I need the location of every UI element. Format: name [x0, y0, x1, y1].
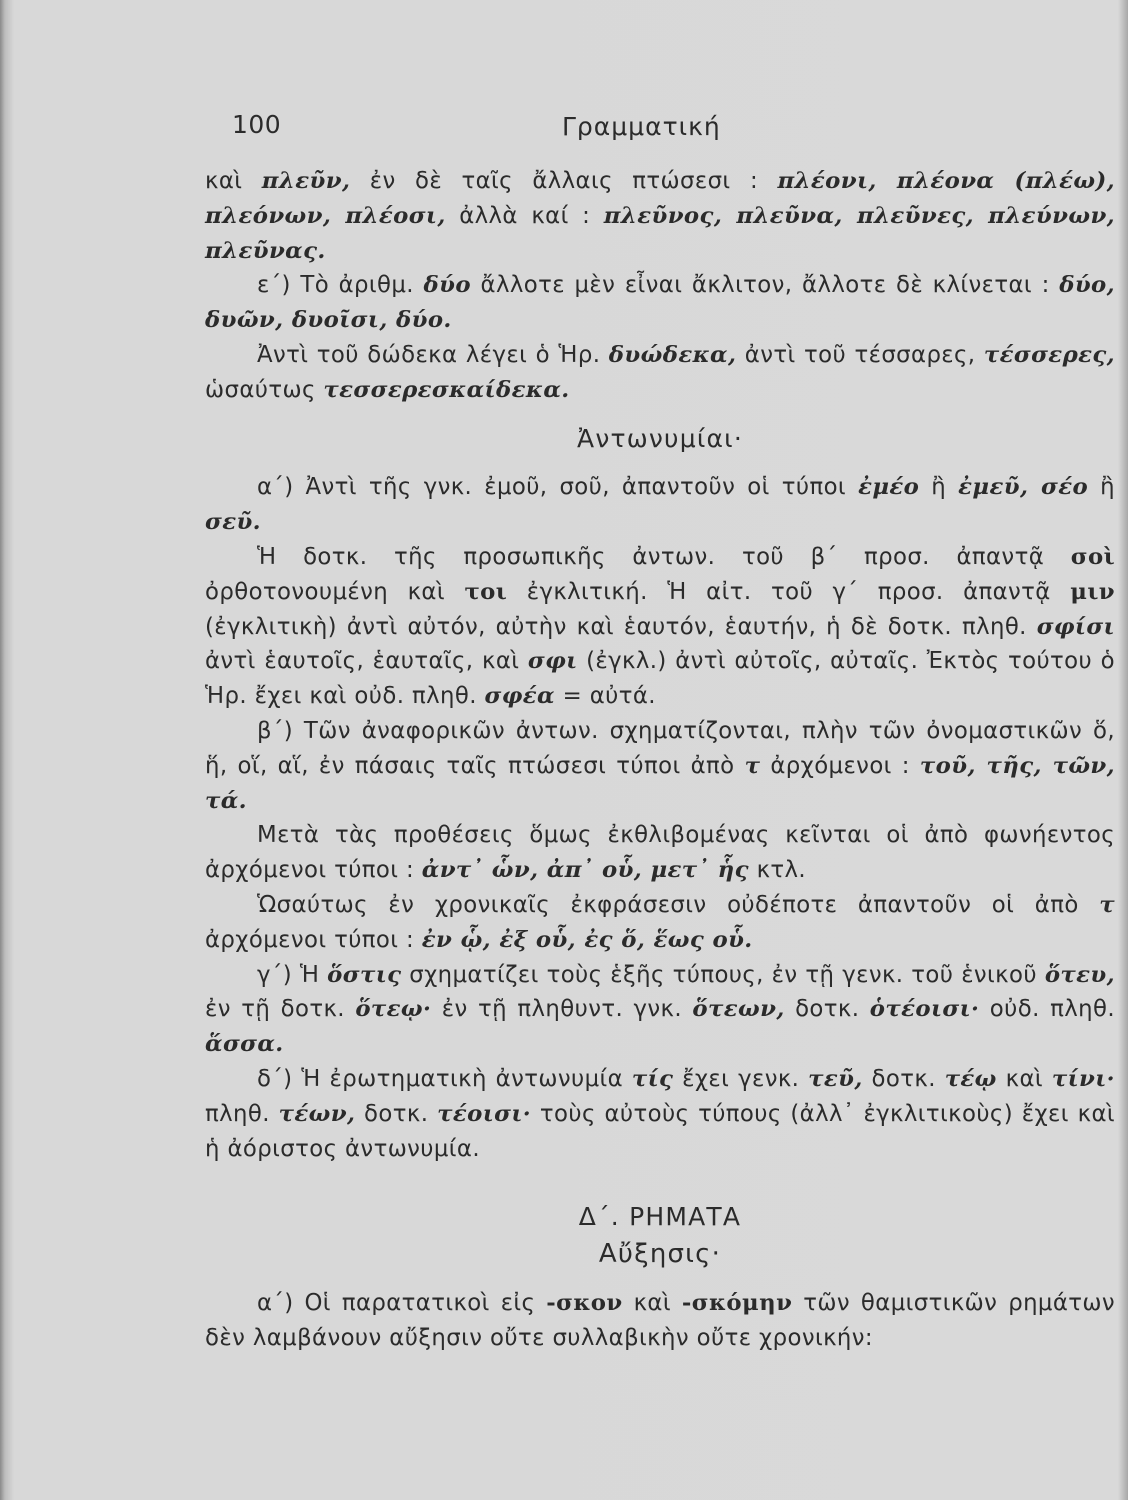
page-edge-shadow [1118, 0, 1128, 1500]
body-text [205, 164, 1115, 1356]
page-number: 100 [232, 110, 282, 139]
page-header [232, 110, 1112, 146]
paragraph: Ἡ δοτκ. τῆς προσωπικῆς ἀντων. τοῦ β΄ προσ. ἀπαντᾷ σοὶ ὀρθοτονουμένη καὶ τοι ἐγκλιτική. Ἡ αἰτ. τοῦ γ΄ προσ. ἀπαντᾷ μιν (ἐγκλιτικὴ) ἀντὶ αὐτόν, αὐτὴν καὶ ἑαυτόν, ἑαυτήν, ἡ δὲ δοτκ. πληθ. σφίσι ἀντὶ ἑαυτοῖς, ἑαυταῖς, καὶ σφι (ἐγκλ.) ἀντὶ αὐτοῖς, αὐταῖς. Ἐκτὸς τούτου ὁ Ἡρ. ἔχει καὶ οὐδ. πληθ. σφέα = αὐτά. [205, 543, 1115, 710]
paragraph: δ΄) Ἡ ἐρωτηματικὴ ἀντωνυμία τίς ἔχει γενκ. τεῦ, δοτκ. τέῳ καὶ τίνι· πληθ. τέων, δοτκ. τέοισι· τοὺς αὐτοὺς τύπους (ἀλλ᾽ ἐγκλιτικοὺς) ἔχει καὶ ἡ ἀόριστος ἀντωνυμία. [205, 1065, 1115, 1162]
paragraph: Ὡσαύτως ἐν χρονικαῖς ἐκφράσεσιν οὐδέποτε ἀπαντοῦν οἱ ἀπὸ τ ἀρχόμενοι τύποι : ἐν ᾧ, ἐξ οὗ, ἐς ὅ, ἕως οὗ. [205, 891, 1115, 953]
section-heading-verbs: Δ΄. ΡΗΜΑΤΑ [578, 1202, 742, 1232]
paragraph: ε΄) Τὸ ἀριθμ. δύο ἄλλοτε μὲν εἶναι ἄκλιτον, ἄλλοτε δὲ κλίνεται : δύο, δυῶν, δυοῖσι, δύο. [205, 272, 1115, 334]
section-heading-augment: Αὔξησις· [598, 1239, 722, 1270]
running-title: Γραμματική [562, 112, 721, 141]
paragraph: Μετὰ τὰς προθέσεις ὅμως ἐκθλιβομένας κεῖνται οἱ ἀπὸ φωνήεντος ἀρχόμενοι τύποι : ἀντ᾽ ὧν, ἀπ᾽ οὗ, μετ᾽ ἧς κτλ. [205, 822, 1115, 884]
paragraph: α΄) Ἀντὶ τῆς γνκ. ἐμοῦ, σοῦ, ἀπαντοῦν οἱ τύποι ἐμέο ἢ ἐμεῦ, σέο ἢ σεῦ. [205, 474, 1115, 536]
paragraph: α΄) Οἱ παρατατικοὶ εἰς -σκον καὶ -σκόμην τῶν θαμιστικῶν ρημάτων δὲν λαμβάνουν αὔξησιν οὔτε συλλαβικὴν οὔτε χρονικήν: [205, 1289, 1115, 1351]
paragraph: β΄) Τῶν ἀναφορικῶν ἀντων. σχηματίζονται, πλὴν τῶν ὀνομαστικῶν ὅ, ἥ, οἵ, αἵ, ἐν πάσαις ταῖς πτώσεσι τύποι ἀπὸ τ ἀρχόμενοι : τοῦ, τῆς, τῶν, τά. [205, 717, 1115, 814]
paragraph: γ΄) Ἡ ὅστις σχηματίζει τοὺς ἑξῆς τύπους, ἐν τῇ γενκ. τοῦ ἑνικοῦ ὅτευ, ἐν τῇ δοτκ. ὅτεῳ· ἐν τῇ πληθυντ. γνκ. ὅτεων, δοτκ. ὁτέοισι· οὐδ. πληθ. ἅσσα. [205, 961, 1115, 1058]
paragraph: Ἀντὶ τοῦ δώδεκα λέγει ὁ Ἡρ. δυώδεκα, ἀντὶ τοῦ τέσσαρες, τέσσερες, ὡσαύτως τεσσερεσκαίδεκα. [205, 341, 1115, 403]
section-heading-pronouns: Ἀντωνυμίαι· [577, 423, 743, 453]
paragraph: καὶ πλεῦν, ἐν δὲ ταῖς ἄλλαις πτώσεσι : πλέονι, πλέονα (πλέω), πλεόνων, πλέοσι, ἀλλὰ καί : πλεῦνος, πλεῦνα, πλεῦνες, πλεύνων, πλεῦνας. [205, 168, 1115, 264]
